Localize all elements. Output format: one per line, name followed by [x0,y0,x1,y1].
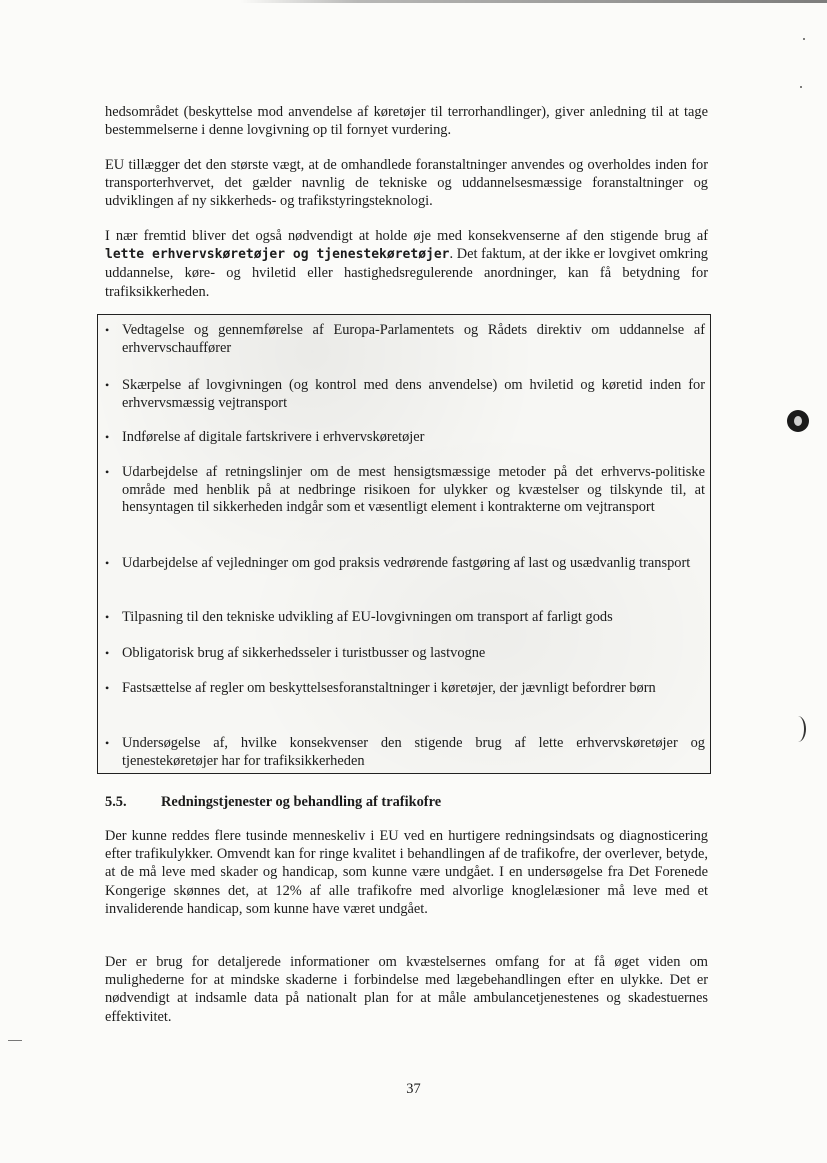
box-list-item [105,322,705,357]
box-item-text: Obligatorisk brug af sikkerhedsseler i turistbusser og lastvogne [122,645,486,661]
bullet-icon: • [105,736,110,750]
paragraph-3-end: . Det faktum, at der ikke er lovgivet omkring uddannelse, køre- og hviletid eller hastighedsregulerende anordninger, kan få betydning for trafiksikkerheden. [105,246,708,300]
bullet-icon: • [105,681,110,695]
box-list-item [105,735,705,770]
scan-bracket-mark [790,716,806,742]
paragraph-3 [105,227,708,301]
box-list-item [105,609,705,627]
page-number: 37 [406,1081,421,1097]
box-list-item [105,555,705,573]
bullet-icon: • [105,323,110,337]
bullet-icon: • [105,430,110,444]
bullet-icon: • [105,556,110,570]
bullet-icon: • [105,610,110,624]
paragraph-5: Der er brug for detaljerede informationer om kvæstelsernes omfang for at få øget viden om mulighederne for at mindske skaderne i forbindelse med lægebehandlingen efter en ulykke. Det er nødvendigt at indsamle data på nationalt plan for at måle ambulancetjenestenes og skadestuernes effektivitet. [105,954,708,1025]
paragraph-2: EU tillægger det den største vægt, at de omhandlede foranstaltninger anvendes og overholdes inden for transporterhvervet, det gælder navnlig de tekniske og uddannelsesmæssige foranstaltninger og udviklingen af ny sikkerheds- og trafikstyringsteknologi. [105,157,708,210]
box-item-text: Tilpasning til den tekniske udvikling af EU-lovgivningen om transport af farligt gods [122,609,613,625]
box-list-item [105,377,705,412]
bullet-icon: • [105,646,110,660]
box-item-text: Undersøgelse af, hvilke konsekvenser den stigende brug af lette erhvervskøretøjer og tjenestekøretøjer har for trafiksikkerheden [122,735,705,769]
box-item-text: Skærpelse af lovgivningen (og kontrol med dens anvendelse) om hviletid og køretid inden for erhvervsmæssig vejtransport [122,377,705,411]
bullet-icon: • [105,465,110,479]
paragraph-4: Der kunne reddes flere tusinde menneskeliv i EU ved en hurtigere redningsindsats og diagnosticering efter trafikulykker. Omvendt kan for ringe kvalitet i behandlingen af de trafikofre, der overlever, betyde, at de må leve med skader og handicap, som kunne være undgået. I en undersøgelse fra Det Forenede Kongerige skønnes det, at 12% af alle trafikofre med alvorlige knoglelæsioner må leve med et invaliderende handicap, som kunne have været undgået. [105,828,708,917]
bullet-icon: • [105,378,110,392]
measures-box [97,314,711,774]
box-item-text: Udarbejdelse af retningslinjer om de mest hensigtsmæssige metoder på det erhvervs-politiske område med henblik på at nedbringe risikoen for ulykker og kvæstelser og tilskynde til, at hensyntagen til sikkerheden indgår som et væsentligt element i kontrakterne om vejtransport [122,464,705,516]
hole-punch-mark [787,410,809,432]
paragraph-1: hedsområdet (beskyttelse mod anvendelse af køretøjer til terrorhandlinger), giver anledning til at tage bestemmelserne i denne lovgivning op til fornyet vurdering. [105,104,708,139]
box-item-text: Udarbejdelse af vejledninger om god praksis vedrørende fastgøring af last og usædvanlig transport [122,555,691,571]
box-list-item [105,645,705,663]
box-item-text: Indførelse af digitale fartskrivere i erhvervskøretøjer [122,429,425,445]
paragraph-3-bold-term: lette erhvervskøretøjer og tjenestekøretøjer [105,247,450,263]
box-list-item [105,429,705,447]
box-list-item [105,464,705,517]
margin-dash-mark [8,1040,22,1041]
box-item-text: Vedtagelse og gennemførelse af Europa-Parlamentets og Rådets direktiv om uddannelse af erhvervschauffører [122,322,705,356]
box-list-item [105,680,705,698]
section-title: Redningstjenester og behandling af trafikofre [161,794,442,810]
scan-speck [803,38,805,40]
box-item-text: Fastsættelse af regler om beskyttelsesforanstaltninger i køretøjer, der jævnligt befordrer børn [122,680,656,696]
paragraph-3-start: I nær fremtid bliver det også nødvendigt at holde øje med konsekvenserne af den stigende brug af [105,228,708,244]
scan-speck [800,86,802,88]
section-number: 5.5. [105,794,127,810]
scan-edge-line [240,0,827,3]
